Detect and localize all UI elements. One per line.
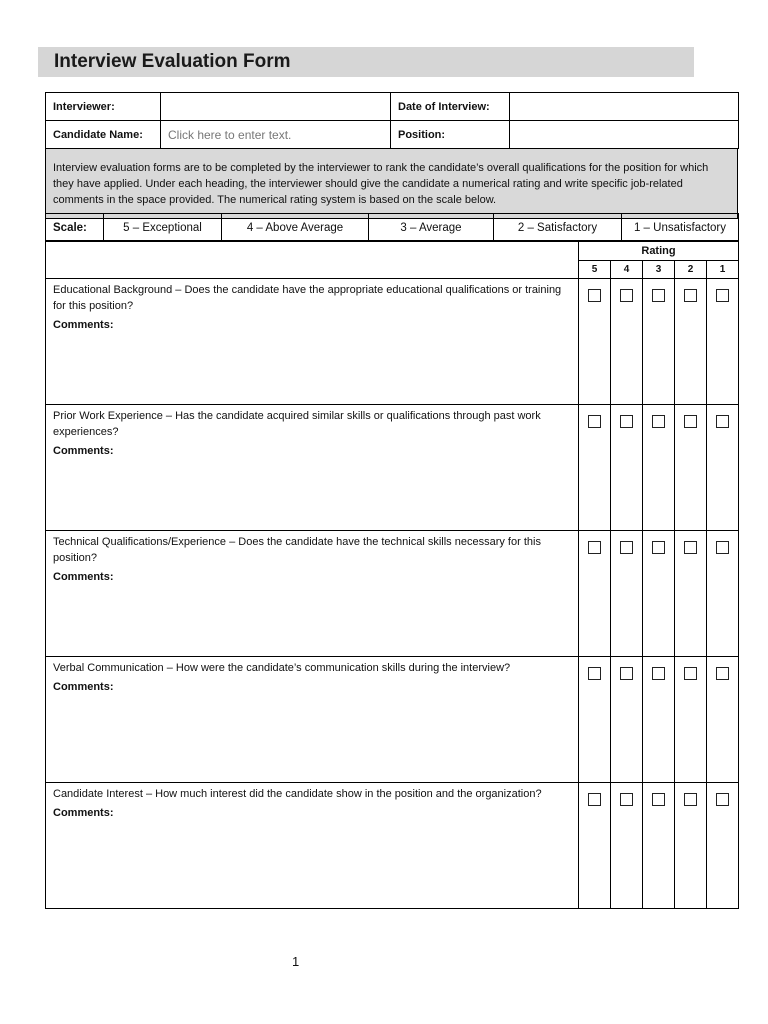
question-cell xyxy=(46,279,579,405)
rating-checkbox-3[interactable] xyxy=(652,667,665,680)
question-title: Prior Work Experience xyxy=(53,410,163,422)
rating-checkbox-1[interactable] xyxy=(716,667,729,680)
question-row xyxy=(46,783,739,909)
rating-checkbox-2[interactable] xyxy=(684,667,697,680)
comments-label: Comments: xyxy=(53,807,114,819)
rating-checkbox-5[interactable] xyxy=(588,289,601,302)
rating-checkbox-5[interactable] xyxy=(588,793,601,806)
rating-checkbox-2[interactable] xyxy=(684,289,697,302)
rating-col-2: 2 xyxy=(675,261,707,279)
rating-checkbox-5[interactable] xyxy=(588,541,601,554)
rating-col-1: 1 xyxy=(707,261,739,279)
header-fields-table xyxy=(45,92,739,149)
scale-item: 1 – Unsatisfactory xyxy=(622,214,739,242)
rating-header: Rating xyxy=(579,241,739,261)
rating-checkbox-2[interactable] xyxy=(684,793,697,806)
question-text: – How were the candidate’s communication skills during the interview? xyxy=(163,662,511,674)
rating-col-5: 5 xyxy=(579,261,611,279)
rating-checkbox-1[interactable] xyxy=(716,541,729,554)
candidate-name-field[interactable]: Click here to enter text. xyxy=(161,121,391,149)
rating-checkbox-5[interactable] xyxy=(588,667,601,680)
rating-checkbox-1[interactable] xyxy=(716,289,729,302)
question-title: Verbal Communication xyxy=(53,662,164,674)
question-row xyxy=(46,657,739,783)
intro-text: Interview evaluation forms are to be completed by the interviewer to rank the candidate’s overall qualifications for the position for which they have applied. Under each heading, the interviewer should give the candidate a numerical rating and write specific job-related comments in the space provided. The numerical rating system is based on the scale below. xyxy=(46,149,738,219)
scale-item: 2 – Satisfactory xyxy=(494,214,622,242)
question-row xyxy=(46,405,739,531)
comments-label: Comments: xyxy=(53,681,114,693)
page-number: 1 xyxy=(292,954,300,969)
comments-label: Comments: xyxy=(53,319,114,331)
rating-checkbox-3[interactable] xyxy=(652,415,665,428)
rating-checkbox-2[interactable] xyxy=(684,415,697,428)
question-title: Candidate Interest xyxy=(53,788,143,800)
question-cell xyxy=(46,657,579,783)
rating-checkbox-3[interactable] xyxy=(652,541,665,554)
evaluation-table xyxy=(45,240,739,909)
rating-checkbox-4[interactable] xyxy=(620,289,633,302)
position-label: Position: xyxy=(391,121,510,149)
question-text: – Does the candidate have the appropriate educational qualifications or training for this position? xyxy=(53,284,562,312)
question-text: – Has the candidate acquired similar skills or qualifications through past work experiences? xyxy=(53,410,541,438)
rating-checkbox-3[interactable] xyxy=(652,793,665,806)
rating-col-4: 4 xyxy=(611,261,643,279)
title-bar xyxy=(38,47,694,77)
comments-label: Comments: xyxy=(53,571,114,583)
rating-checkbox-4[interactable] xyxy=(620,541,633,554)
question-text: – Does the candidate have the technical skills necessary for this position? xyxy=(53,536,541,564)
position-field[interactable] xyxy=(510,121,739,149)
page-title: Interview Evaluation Form xyxy=(54,51,291,72)
comments-label: Comments: xyxy=(53,445,114,457)
question-row xyxy=(46,279,739,405)
rating-checkbox-1[interactable] xyxy=(716,415,729,428)
interviewer-label: Interviewer: xyxy=(46,93,161,121)
rating-checkbox-4[interactable] xyxy=(620,415,633,428)
candidate-name-label: Candidate Name: xyxy=(46,121,161,149)
rating-checkbox-2[interactable] xyxy=(684,541,697,554)
rating-checkbox-4[interactable] xyxy=(620,793,633,806)
intro-table xyxy=(45,148,738,219)
interviewer-field[interactable] xyxy=(161,93,391,121)
question-cell xyxy=(46,531,579,657)
question-title: Technical Qualifications/Experience xyxy=(53,536,227,548)
rating-checkbox-5[interactable] xyxy=(588,415,601,428)
question-cell xyxy=(46,783,579,909)
scale-item: 3 – Average xyxy=(369,214,494,242)
question-text: – How much interest did the candidate show in the position and the organization? xyxy=(142,788,542,800)
question-cell xyxy=(46,405,579,531)
scale-label: Scale: xyxy=(46,214,104,242)
question-title: Educational Background xyxy=(53,284,173,296)
rating-checkbox-4[interactable] xyxy=(620,667,633,680)
rating-col-3: 3 xyxy=(643,261,675,279)
date-field[interactable] xyxy=(510,93,739,121)
rating-checkbox-1[interactable] xyxy=(716,793,729,806)
scale-table xyxy=(45,213,739,242)
date-label: Date of Interview: xyxy=(391,93,510,121)
rating-checkbox-3[interactable] xyxy=(652,289,665,302)
scale-item: 4 – Above Average xyxy=(222,214,369,242)
scale-item: 5 – Exceptional xyxy=(104,214,222,242)
question-row xyxy=(46,531,739,657)
header-blank xyxy=(46,241,579,279)
